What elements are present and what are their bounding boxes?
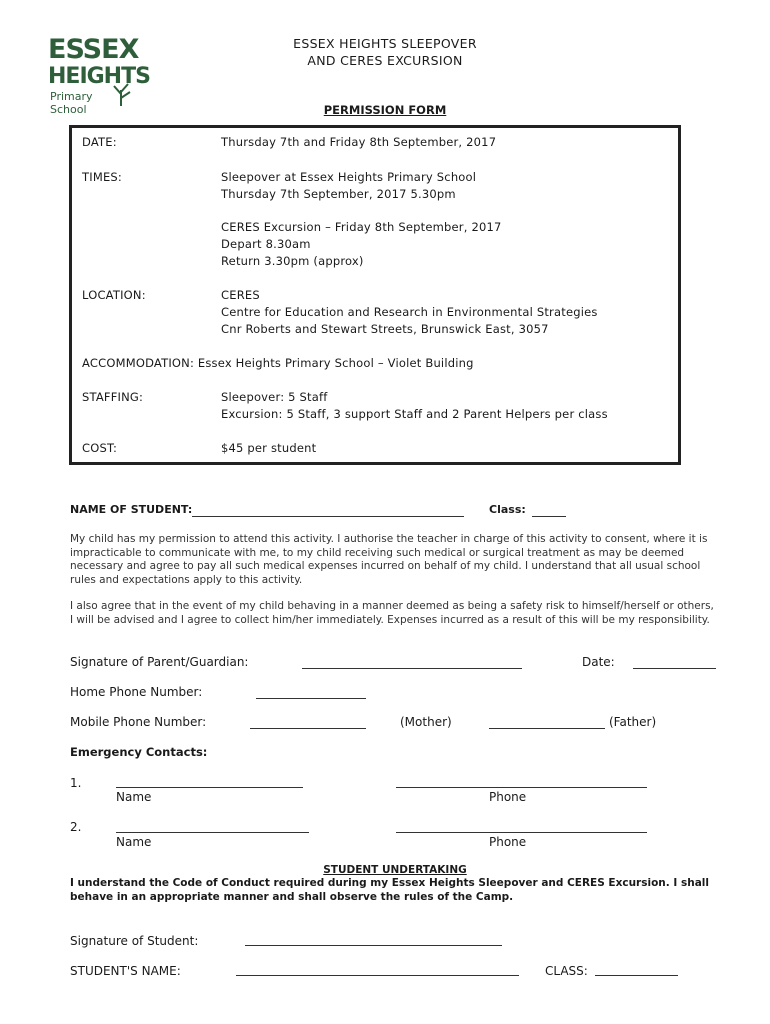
father-label: (Father) [609,715,657,729]
times-line-3: CERES Excursion – Friday 8th September, 2017 [221,220,502,234]
times-line-2: Thursday 7th September, 2017 5.30pm [221,187,456,201]
times-line-1: Sleepover at Essex Heights Primary School [221,170,477,184]
emergency-2-name-field[interactable] [116,832,309,833]
student-class-field[interactable] [532,516,566,517]
student-signature-label: Signature of Student: [70,934,199,948]
permission-form-heading: PERMISSION FORM [323,103,447,117]
times-line-5: Return 3.30pm (approx) [221,254,364,268]
consent-paragraph-2: I also agree that in the event of my child behaving in a manner deemed as being a safety risk to himself/herself or others, I will be advised and I agree to collect him/her immediately. Expenses incurred as a result of this will be my responsibility. [70,600,714,626]
location-line-3: Cnr Roberts and Stewart Streets, Brunswick East, 3057 [221,322,549,336]
parent-date-label: Date: [582,655,615,669]
student-name-field-2[interactable] [236,975,519,976]
logo-subtitle: Primary School [50,90,93,116]
staffing-label: STAFFING: [82,390,144,404]
home-phone-field[interactable] [256,698,366,699]
parent-date-field[interactable] [633,668,716,669]
emergency-contacts-heading: Emergency Contacts: [70,745,208,759]
student-name-label-2: STUDENT'S NAME: [70,964,181,978]
document-title-line2: AND CERES EXCURSION [307,53,463,68]
emergency-number-1: 1. [70,776,82,790]
cost-value: $45 per student [221,441,317,455]
document-title-line1: ESSEX HEIGHTS SLEEPOVER [293,36,477,51]
accommodation-line: ACCOMMODATION: Essex Heights Primary School – Violet Building [82,356,474,370]
student-name-field[interactable] [192,516,464,517]
mother-label: (Mother) [400,715,452,729]
date-value: Thursday 7th and Friday 8th September, 2017 [221,135,497,149]
emergency-1-name-field[interactable] [116,787,303,788]
parent-signature-field[interactable] [302,668,522,669]
student-name-label: NAME OF STUDENT: [70,503,193,516]
emergency-1-phone-field[interactable] [396,787,647,788]
staffing-line-2: Excursion: 5 Staff, 3 support Staff and 2 Parent Helpers per class [221,407,608,421]
logo-essex-text: ESSEX [48,34,139,65]
student-class-label: Class: [489,503,526,516]
location-label: LOCATION: [82,288,146,302]
student-signature-field[interactable] [245,945,502,946]
cost-label: COST: [82,441,118,455]
student-class-field-2[interactable] [595,975,678,976]
student-undertaking-heading: STUDENT UNDERTAKING [323,864,467,876]
mobile-mother-field[interactable] [250,728,366,729]
logo-heights-text: HEIGHTS [48,64,150,89]
student-undertaking-text: I understand the Code of Conduct required during my Essex Heights Sleepover and CERES Excursion. I shall behave in an appropriate manner and shall observe the rules of the Camp. [70,877,709,903]
times-label: TIMES: [82,170,122,184]
location-line-2: Centre for Education and Research in Environmental Strategies [221,305,598,319]
mobile-father-field[interactable] [489,728,605,729]
emergency-2-phone-caption: Phone [489,835,527,849]
home-phone-label: Home Phone Number: [70,685,203,699]
mobile-phone-label: Mobile Phone Number: [70,715,207,729]
parent-signature-label: Signature of Parent/Guardian: [70,655,249,669]
times-line-4: Depart 8.30am [221,237,311,251]
emergency-number-2: 2. [70,820,82,834]
student-class-label-2: CLASS: [545,964,588,978]
emergency-1-name-caption: Name [116,790,152,804]
date-label: DATE: [82,135,117,149]
emergency-1-phone-caption: Phone [489,790,527,804]
consent-paragraph-1: My child has my permission to attend this activity. I authorise the teacher in charge of this activity to consent, where it is impracticable to communicate with me, to my child receiving such medical or surgical treatment as may be deemed necessary and agree to pay all such medical expenses incurred on behalf of my child. I understand that all usual school rules and expectations apply to this activity. [70,533,708,586]
emergency-2-name-caption: Name [116,835,152,849]
emergency-2-phone-field[interactable] [396,832,647,833]
location-line-1: CERES [221,288,260,302]
staffing-line-1: Sleepover: 5 Staff [221,390,328,404]
